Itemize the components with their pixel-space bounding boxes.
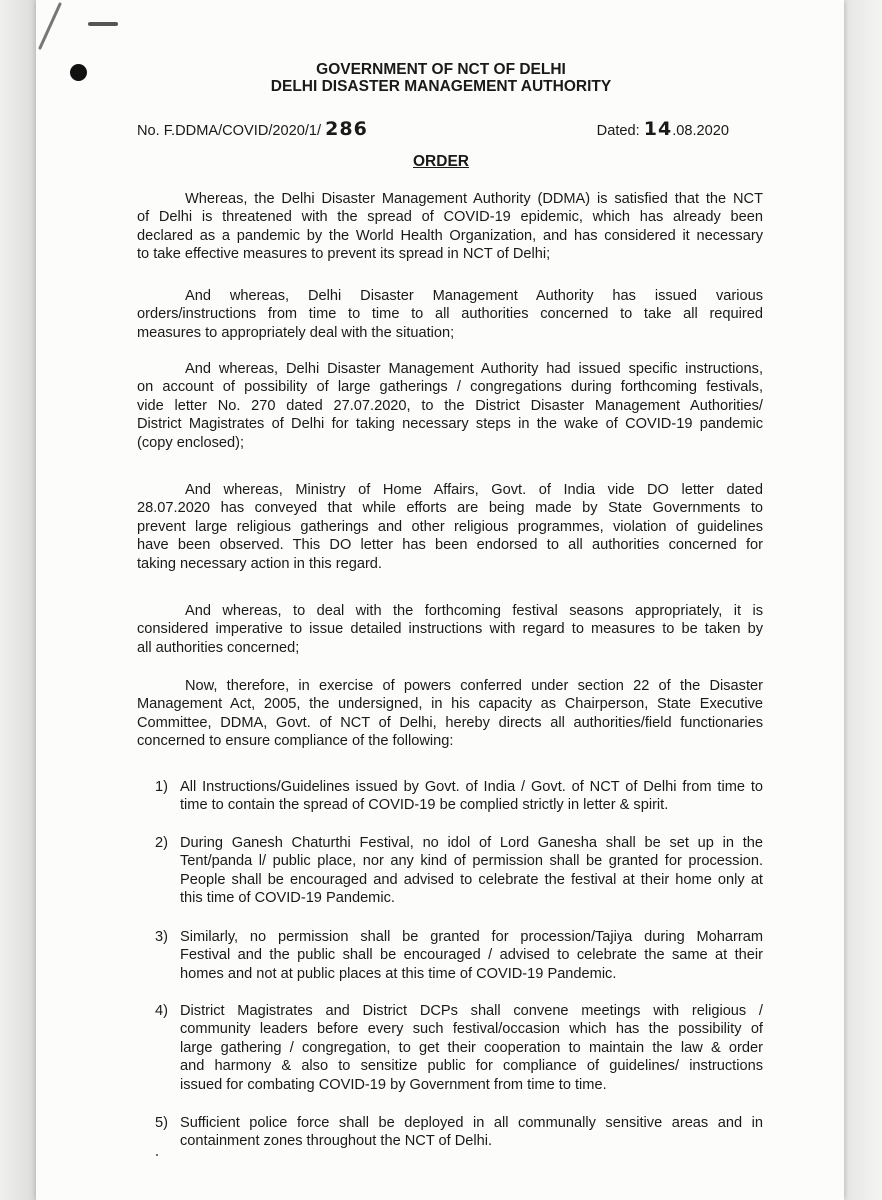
header-government: GOVERNMENT OF NCT OF DELHI [316,61,566,78]
list-item-text [180,834,763,908]
paragraph [137,481,763,573]
list-item-number: 5) [155,1115,168,1131]
paragraph-line: And whereas, Delhi Disaster Management Authority has issued various [185,288,763,304]
paragraph [137,287,763,342]
scan-speck [156,1154,158,1156]
list-item-text [180,1114,763,1151]
paragraph [137,602,763,657]
paragraph-line: Whereas, the Delhi Disaster Management Authority (DDMA) is satisfied that the NCT [185,191,763,207]
list-item-line: containment zones throughout the NCT of Delhi. [180,1133,493,1150]
list-item-number: 1) [155,779,168,795]
list-item-line: time to contain the spread of COVID-19 be complied strictly in letter & spirit. [180,797,669,814]
paragraph-line: on account of possibility of large gatherings / congregations during forthcoming festivals, [137,379,763,396]
reference-row [137,114,737,138]
paragraph-line: Now, therefore, in exercise of powers conferred under section 22 of the Disaster [185,678,763,694]
order-number [137,118,368,140]
list-item-line: community leaders before every such festival/occasion which has the possibility of [180,1021,763,1038]
paragraph-line: And whereas, to deal with the forthcoming festival seasons appropriately, it is [185,603,763,619]
list-item-line: During Ganesh Chaturthi Festival, no idol of Lord Ganesha shall be set up in the [180,835,763,851]
list-item-line: homes and not at public places at this time of COVID-19 Pandemic. [180,965,617,982]
paragraph-line: Committee, DDMA, Govt. of NCT of Delhi, hereby directs all authorities/field functionaries [137,714,763,731]
list-item-text [180,928,763,983]
list-item-line: Tent/panda l/ public place, nor any kind of permission shall be granted for procession. [180,853,763,870]
paragraph-line: have been observed. This DO letter has been endorsed to all authorities concerned for [137,537,763,554]
paragraph-line: District Magistrates of Delhi for taking necessary steps in the wake of COVID-19 pandemic [137,416,763,433]
paragraph-line: And whereas, Ministry of Home Affairs, Govt. of India vide DO letter dated [185,482,763,498]
list-item-line: Similarly, no permission shall be granted for procession/Tajiya during Moharram [180,929,763,945]
date-day-handwritten: 14 [643,118,673,140]
paragraph-line: of Delhi is threatened with the spread of COVID-19 epidemic, which has already been [137,209,763,226]
paragraph-line: 28.07.2020 has conveyed that while efforts are being made by State Governments to [137,500,763,517]
list-item-text [180,778,763,815]
list-item-line: Festival and the public shall be encouraged / advised to celebrate the same at their [180,947,763,964]
pen-dash-mark [88,22,118,26]
paragraph-line: taking necessary action in this regard. [137,555,382,572]
scan-right-margin [844,0,882,1200]
paragraph-line: prevent large religious gatherings and other religious programmes, violation of guidelines [137,518,763,535]
header-authority: DELHI DISASTER MANAGEMENT AUTHORITY [270,78,612,95]
list-item-line: Sufficient police force shall be deployed in all communally sensitive areas and in [180,1115,763,1131]
paragraph-line: Management Act, 2005, the undersigned, in his capacity as Chairperson, State Executive [137,696,763,713]
list-item-number: 4) [155,1003,168,1019]
paragraph-line: (copy enclosed); [137,434,245,451]
paragraph-line: vide letter No. 270 dated 27.07.2020, to the District Disaster Management Authorities/ [137,397,763,414]
list-item-line: large gathering / congregation, to get their cooperation to maintain the law & order [180,1039,763,1056]
list-item-number: 3) [155,929,168,945]
paragraph-line: measures to appropriately deal with the situation; [137,324,455,341]
order-date [597,118,729,140]
order-number-handwritten: 286 [325,118,368,140]
list-item-number: 2) [155,835,168,851]
paragraph-line: concerned to ensure compliance of the following: [137,733,454,750]
paragraph [137,190,763,264]
paragraph-line: orders/instructions from time to time to all authorities concerned to take all required [137,306,763,323]
date-suffix: .08.2020 [672,123,729,139]
list-item-line: All Instructions/Guidelines issued by Govt. of India / Govt. of NCT of Delhi from time to [180,779,763,795]
list-item-line: issued for combating COVID-19 by Government from time to time. [180,1076,607,1093]
paragraph [137,677,763,751]
list-item-line: this time of COVID-19 Pandemic. [180,890,395,907]
list-item-line: and harmony & also to sensitize public for compliance of guidelines/ instructions [180,1058,763,1075]
paragraph-line: considered imperative to issue detailed instructions with regard to measures to be taken by [137,621,763,638]
paragraph-line: declared as a pandemic by the World Health Organization, and has considered it necessary [137,227,763,244]
list-item-line: People shall be encouraged and advised to celebrate the festival at their home only at [180,871,763,888]
list-item-text [180,1002,763,1094]
dated-label: Dated: [596,123,640,139]
scan-left-margin [0,0,36,1200]
order-title: ORDER [413,153,469,170]
paragraph-line: to take effective measures to prevent its spread in NCT of Delhi; [137,246,551,263]
paragraph [137,360,763,452]
paragraph-line: And whereas, Delhi Disaster Management Authority had issued specific instructions, [185,361,763,377]
pen-stroke-mark [38,0,68,52]
list-item-line: District Magistrates and District DCPs shall convene meetings with religious / [180,1003,763,1019]
order-number-prefix: No. F.DDMA/COVID/2020/1/ [137,123,322,139]
paragraph-line: all authorities concerned; [137,639,300,656]
